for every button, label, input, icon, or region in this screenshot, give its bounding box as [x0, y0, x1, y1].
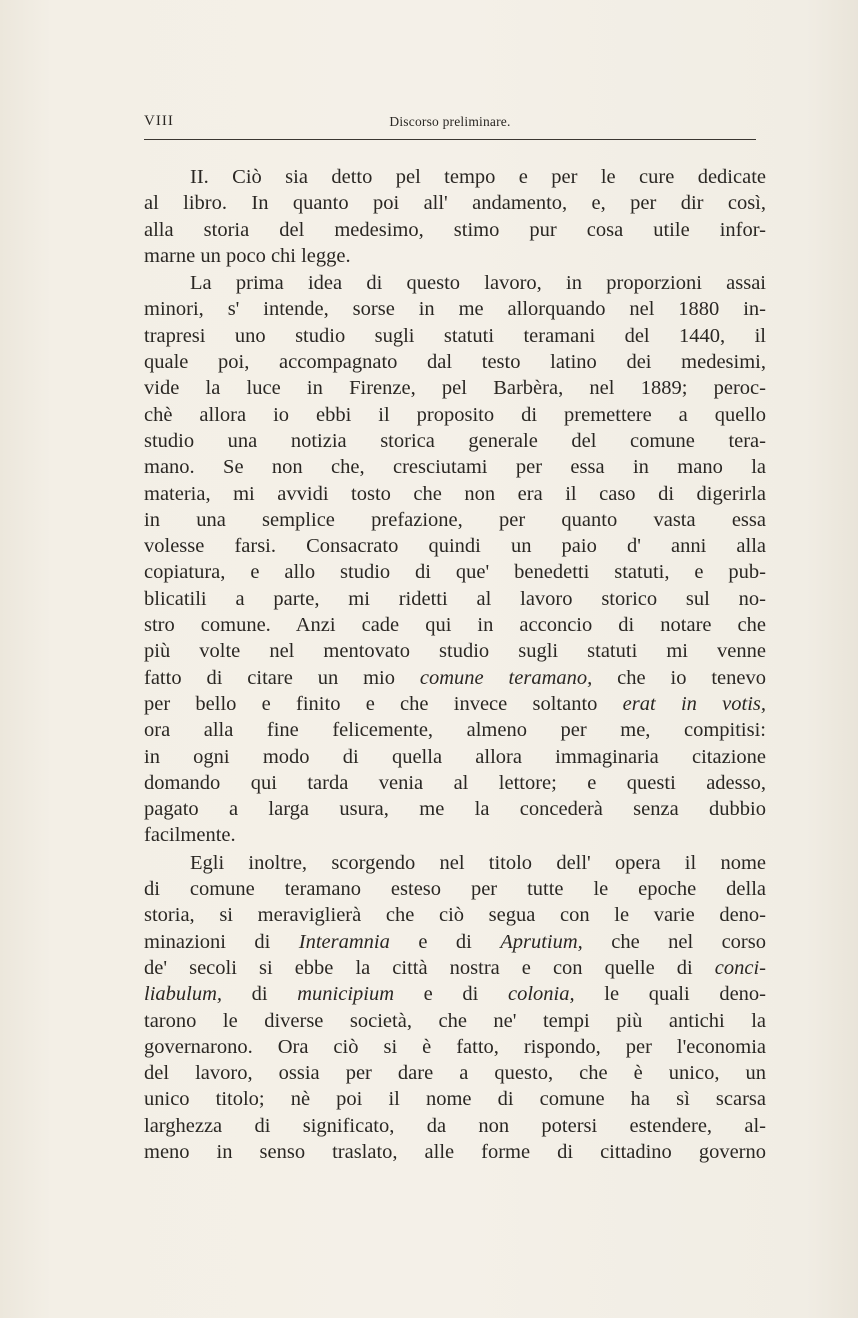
text-segment: de' secoli si ebbe la città nostra e con quelle di — [144, 956, 715, 979]
text-segment: II. Ciò sia detto pel tempo e per le cure dedicate — [190, 166, 766, 188]
italic-text: colonia, — [508, 983, 575, 1006]
text-segment: volesse farsi. Consacrato quindi un paio d' anni alla — [144, 535, 766, 558]
text-segment: che io tenevo — [592, 666, 766, 689]
text-line — [144, 402, 766, 428]
text-line — [144, 1139, 766, 1165]
text-segment: meno in senso traslato, alle forme di cittadino governo — [144, 1140, 766, 1163]
text-segment: marne un poco chi legge. — [144, 244, 351, 267]
text-line — [144, 1008, 766, 1034]
running-head — [144, 113, 756, 133]
italic-text: Aprutium, — [500, 930, 583, 953]
text-segment: minazioni di — [144, 930, 299, 953]
text-segment: e di — [389, 930, 501, 953]
text-segment: in una semplice prefazione, per quanto vasta essa — [144, 508, 766, 531]
text-segment: al libro. In quanto poi all' andamento, e, per dir così, — [144, 192, 766, 215]
text-line — [144, 612, 766, 638]
header-rule — [144, 139, 756, 140]
text-line — [144, 770, 766, 796]
text-segment: La prima idea di questo lavoro, in proporzioni assai — [190, 272, 766, 295]
text-line — [144, 375, 766, 401]
text-line — [144, 1060, 766, 1086]
italic-text: erat in votis, — [622, 692, 766, 715]
text-segment: vide la luce in Firenze, pel Barbèra, nel 1889; peroc- — [144, 377, 766, 400]
text-line — [144, 243, 766, 269]
text-line — [144, 796, 766, 822]
text-line — [144, 217, 766, 243]
text-line — [144, 929, 766, 955]
text-segment: tarono le diverse società, che ne' tempi più antichi la — [144, 1009, 766, 1032]
text-line — [144, 454, 766, 480]
text-line — [144, 1034, 766, 1060]
italic-text: liabulum, — [144, 983, 223, 1006]
text-segment: copiatura, e allo studio di que' benedetti statuti, e pub- — [144, 561, 766, 584]
text-segment: larghezza di significato, da non potersi estendere, al- — [144, 1114, 766, 1137]
italic-text: comune teramano, — [419, 666, 593, 689]
text-segment: stro comune. Anzi cade qui in acconcio di notare che — [144, 614, 766, 637]
text-segment: Egli inoltre, scorgendo nel titolo dell' opera il nome — [190, 851, 766, 874]
text-segment: fatto di citare un mio — [144, 666, 420, 689]
text-line — [144, 638, 766, 664]
text-line — [144, 691, 766, 717]
text-line — [144, 1113, 766, 1139]
italic-text: conci- — [714, 956, 766, 979]
text-line — [144, 876, 766, 902]
text-line — [144, 270, 766, 296]
text-segment: ora alla fine felicemente, almeno per me, compitisi: — [144, 719, 766, 742]
text-segment: mano. Se non che, cresciutami per essa in mano la — [144, 456, 766, 479]
text-line — [144, 955, 766, 981]
text-segment: più volte nel mentovato studio sugli statuti mi venne — [144, 640, 766, 663]
text-segment: studio una notizia storica generale del comune tera- — [144, 429, 766, 452]
text-segment: in ogni modo di quella allora immaginaria citazione — [144, 745, 766, 768]
text-line — [144, 533, 766, 559]
text-line — [144, 1086, 766, 1112]
text-line — [144, 717, 766, 743]
text-segment: blicatili a parte, mi ridetti al lavoro storico sul no- — [144, 587, 766, 610]
text-line — [144, 665, 766, 691]
text-segment: materia, mi avvidi tosto che non era il caso di digerirla — [144, 482, 766, 505]
text-line — [144, 586, 766, 612]
text-segment: domando qui tarda venia al lettore; e questi adesso, — [144, 771, 766, 794]
text-segment: governarono. Ora ciò si è fatto, rispondo, per l'economia — [144, 1035, 766, 1058]
text-line — [144, 981, 766, 1007]
text-segment: del lavoro, ossia per dare a questo, che è unico, un — [144, 1062, 766, 1085]
text-line — [144, 296, 766, 322]
running-title: Discorso preliminare. — [389, 114, 511, 129]
text-segment: minori, s' intende, sorse in me allorquando nel 1880 in- — [144, 298, 766, 321]
text-segment: trapresi uno studio sugli statuti teramani del 1440, il — [144, 324, 766, 347]
body-text — [144, 164, 766, 1165]
text-segment: le quali deno- — [574, 983, 766, 1006]
text-line — [144, 349, 766, 375]
text-line — [144, 902, 766, 928]
text-line — [144, 481, 766, 507]
text-line — [144, 164, 766, 190]
page-number: VIII — [144, 113, 174, 129]
text-line — [144, 744, 766, 770]
text-segment: di comune teramano esteso per tutte le epoche della — [144, 878, 766, 901]
text-line — [144, 323, 766, 349]
text-segment: e di — [394, 983, 508, 1006]
italic-text: Interamnia — [298, 930, 390, 953]
text-segment: pagato a larga usura, me la concederà senza dubbio — [144, 798, 766, 821]
text-line — [144, 507, 766, 533]
text-segment: alla storia del medesimo, stimo pur cosa utile infor- — [144, 218, 766, 241]
text-line — [144, 850, 766, 876]
text-segment: che nel corso — [582, 930, 766, 953]
text-line — [144, 190, 766, 216]
text-line — [144, 428, 766, 454]
text-segment: storia, si meraviglierà che ciò segua con le varie deno- — [144, 904, 766, 927]
text-line — [144, 822, 766, 848]
text-segment: unico titolo; nè poi il nome di comune ha sì scarsa — [144, 1088, 766, 1111]
text-segment: chè allora io ebbi il proposito di premettere a quello — [144, 403, 766, 426]
text-segment: quale poi, accompagnato dal testo latino dei medesimi, — [144, 351, 766, 374]
text-segment: per bello e finito e che invece soltanto — [144, 692, 623, 715]
text-segment: di — [222, 983, 298, 1006]
text-segment: facilmente. — [144, 824, 236, 847]
text-line — [144, 559, 766, 585]
italic-text: municipium — [297, 983, 395, 1006]
